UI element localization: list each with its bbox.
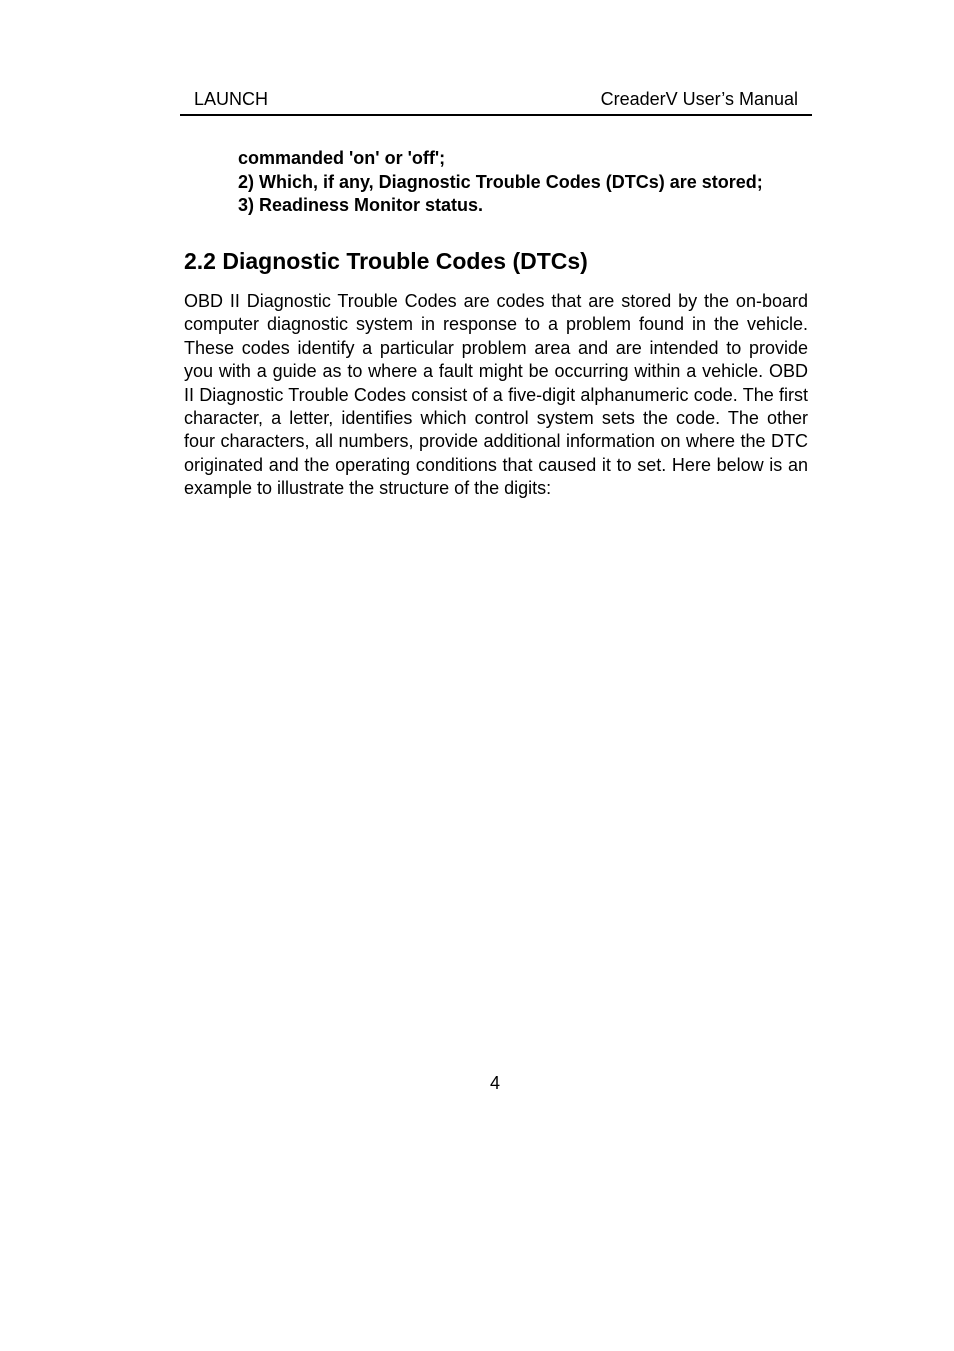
page-header [180,88,812,116]
header-manual-title: CreaderV User’s Manual [600,89,798,109]
list-item: commanded 'on' or 'off'; [238,148,446,168]
page-number: 4 [489,1073,500,1093]
status-list [238,147,818,218]
list-item: 3) Readiness Monitor status. [238,195,484,215]
section-heading: 2.2 Diagnostic Trouble Codes (DTCs) [184,248,588,274]
header-brand: LAUNCH [194,89,269,109]
list-item: 2) Which, if any, Diagnostic Trouble Codes (DTCs) are stored; [238,171,763,192]
body-paragraph: OBD II Diagnostic Trouble Codes are codes that are stored by the on-board computer diagnostic system in response to a problem found in the vehicle. These codes identify a particular problem area and are intended to provide you with a guide as to where a fault might be occurring within a vehicle. OBD II Diagnostic Trouble Codes consist of a five-digit alphanumeric code. The first character, a letter, identifies which control system sets the code. The other four characters, all numbers, provide additional information on where the DTC originated and the operating conditions that caused it to set. Here below is an example to illustrate the structure of the digits: [184,291,808,499]
